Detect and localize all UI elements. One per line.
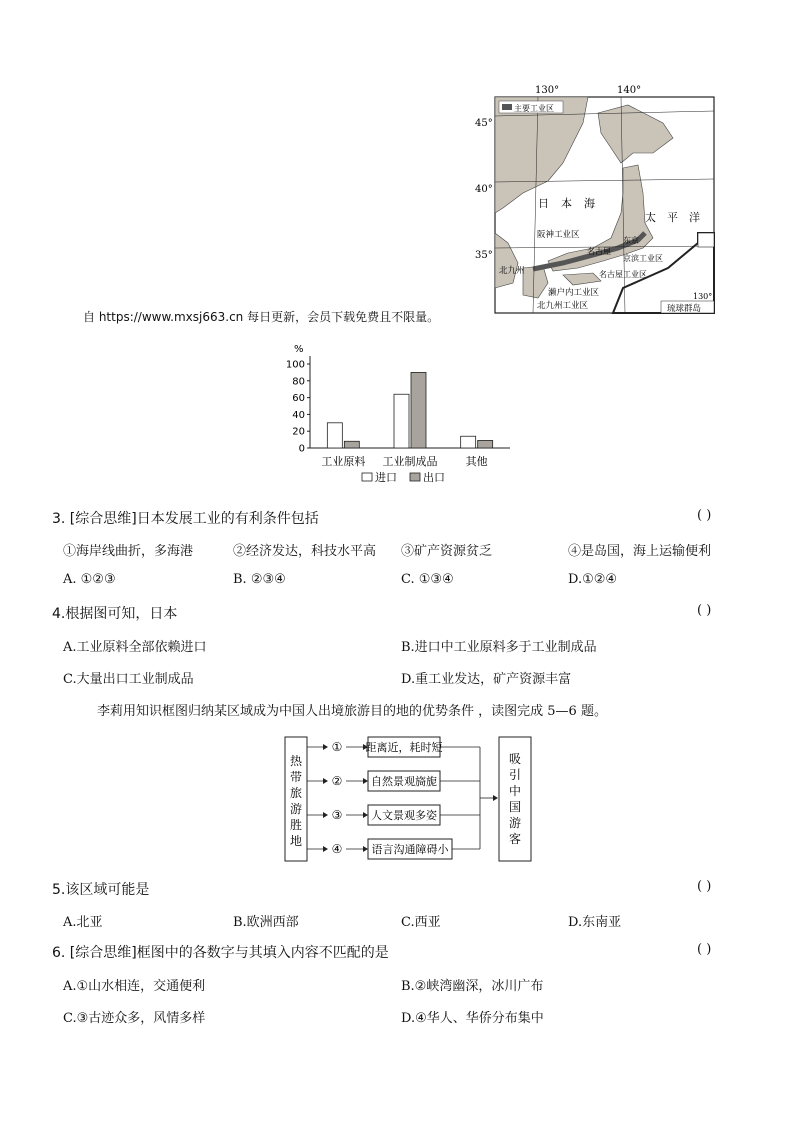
flow-left-char: 地 bbox=[289, 834, 303, 848]
q4-stem: 4.根据图可知，日本 bbox=[52, 606, 178, 622]
flow-item: 自然景观旖旎 bbox=[371, 775, 437, 788]
x-tick-label: 工业原料 bbox=[321, 455, 366, 468]
arrow-icon bbox=[493, 795, 498, 801]
q3-option-d[interactable]: D.①②④ bbox=[568, 572, 618, 587]
flow-item: 人文景观多姿 bbox=[371, 809, 437, 822]
flow-item: 语言沟通障碍小 bbox=[371, 843, 449, 856]
q4-option-c[interactable]: C.大量出口工业制成品 bbox=[63, 672, 194, 687]
q4-answer-paren: ( ) bbox=[697, 603, 712, 618]
sea-label: 日 bbox=[538, 197, 549, 210]
flow-left-char: 热 bbox=[289, 754, 303, 768]
region-label: 阪神工业区 bbox=[537, 230, 580, 240]
sea-label: 洋 bbox=[689, 211, 700, 224]
legend-swatch bbox=[410, 473, 420, 481]
q3-item: ①海岸线曲折，多海港 bbox=[63, 544, 194, 559]
flow-row bbox=[307, 839, 480, 859]
flow-row bbox=[307, 737, 480, 757]
bar-进口 bbox=[327, 423, 342, 448]
y-tick-label: 40 bbox=[292, 409, 305, 421]
legend-label: 主要工业区 bbox=[514, 104, 554, 113]
q6-option-b[interactable]: B.②峡湾幽深，冰川广布 bbox=[401, 979, 544, 994]
bar-进口 bbox=[394, 394, 409, 448]
x-tick-label: 工业制成品 bbox=[382, 455, 438, 468]
flow-row bbox=[307, 771, 480, 791]
q4-option-b[interactable]: B.进口中工业原料多于工业制成品 bbox=[401, 640, 597, 655]
flow-number: ③ bbox=[331, 808, 343, 822]
q3-item: ④是岛国，海上运输便利 bbox=[568, 544, 712, 559]
y-tick-label: 100 bbox=[285, 359, 305, 371]
region-label: 北九州 bbox=[499, 266, 525, 276]
bar-出口 bbox=[344, 441, 359, 448]
q5-option-c[interactable]: C.西亚 bbox=[401, 915, 441, 930]
q4-option-a[interactable]: A.工业原料全部依赖进口 bbox=[63, 640, 207, 655]
lon-label: 130° bbox=[693, 292, 713, 301]
y-tick-label: 80 bbox=[292, 376, 305, 388]
q6-stem: 6. [综合思维]框图中的各数字与其填入内容不匹配的是 bbox=[52, 945, 389, 961]
lat-label: 40° bbox=[475, 184, 493, 195]
lat-label: 35° bbox=[475, 250, 493, 261]
q5-option-a[interactable]: A.北亚 bbox=[63, 915, 103, 930]
sea-label: 太 bbox=[645, 211, 656, 224]
q6-option-a[interactable]: A.①山水相连，交通便利 bbox=[63, 979, 206, 994]
bar-进口 bbox=[461, 436, 476, 448]
q5-answer-paren: ( ) bbox=[697, 879, 712, 894]
q3-answer-paren: ( ) bbox=[697, 508, 712, 523]
sea-label: 本 bbox=[561, 197, 572, 210]
bar-出口 bbox=[411, 372, 426, 448]
bar-出口 bbox=[478, 440, 493, 448]
legend-swatch bbox=[362, 473, 372, 481]
y-tick-label: 20 bbox=[292, 426, 305, 438]
q5-option-d[interactable]: D.东南亚 bbox=[568, 915, 622, 930]
intro-text: 李莉用知识框图归纳某区域成为中国人出境旅游目的地的优势条件 ，读图完成 5—6 题。 bbox=[97, 704, 607, 719]
q5-option-b[interactable]: B.欧洲西部 bbox=[233, 915, 299, 930]
q5-stem: 5.该区域可能是 bbox=[52, 882, 150, 898]
q6-option-d[interactable]: D.④华人、华侨分布集中 bbox=[401, 1011, 544, 1026]
flow-left-char: 游 bbox=[289, 802, 303, 816]
q6-option-c[interactable]: C.③古迹众多，风情多样 bbox=[63, 1011, 206, 1026]
flow-right-char: 引 bbox=[508, 768, 522, 782]
inset-label: 琉球群岛 bbox=[667, 304, 702, 314]
legend-label: 出口 bbox=[423, 471, 445, 484]
q3-item: ③矿产资源贫乏 bbox=[401, 544, 493, 559]
tourism-flow-diagram bbox=[284, 735, 534, 865]
flow-left-char: 带 bbox=[289, 770, 303, 784]
q4-option-d[interactable]: D.重工业发达，矿产资源丰富 bbox=[401, 672, 572, 687]
lon-label: 130° bbox=[535, 85, 560, 96]
flow-left-char: 旅 bbox=[289, 786, 303, 800]
japan-industry-map bbox=[475, 83, 718, 315]
region-label: 东京 bbox=[623, 236, 639, 245]
lon-label: 140° bbox=[617, 85, 642, 96]
flow-row bbox=[307, 805, 480, 825]
flow-right-char: 吸 bbox=[508, 752, 522, 766]
region-label: 名古屋工业区 bbox=[599, 270, 647, 279]
x-tick-label: 其他 bbox=[465, 455, 488, 468]
flow-left-char: 胜 bbox=[289, 818, 303, 832]
region-label: 北九州工业区 bbox=[537, 301, 589, 311]
flow-item: 距离近，耗时短 bbox=[365, 741, 443, 754]
q3-option-c[interactable]: C. ①③④ bbox=[401, 572, 454, 587]
y-tick-label: 60 bbox=[292, 393, 305, 405]
region-label: 濑户内工业区 bbox=[548, 288, 600, 298]
region-label: 京滨工业区 bbox=[623, 254, 663, 263]
region-label: 名古屋 bbox=[587, 247, 611, 256]
q6-answer-paren: ( ) bbox=[697, 942, 712, 957]
flow-number: ④ bbox=[331, 842, 343, 856]
flow-right-char: 国 bbox=[508, 800, 522, 814]
q3-item: ②经济发达，科技水平高 bbox=[233, 544, 377, 559]
q3-option-a[interactable]: A. ①②③ bbox=[63, 572, 116, 587]
flow-right-char: 游 bbox=[508, 816, 522, 830]
q3-option-b[interactable]: B. ②③④ bbox=[233, 572, 286, 587]
flow-number: ② bbox=[331, 774, 343, 788]
flow-right-char: 中 bbox=[508, 784, 522, 798]
sea-label: 海 bbox=[584, 197, 595, 210]
trade-bar-chart bbox=[280, 340, 530, 490]
y-tick-label: 0 bbox=[298, 443, 305, 455]
sea-label: 平 bbox=[667, 211, 678, 224]
lat-label: 45° bbox=[475, 118, 493, 129]
q3-stem: 3. [综合思维]日本发展工业的有利条件包括 bbox=[52, 511, 319, 527]
y-axis-label: % bbox=[294, 344, 304, 355]
legend-swatch bbox=[502, 104, 512, 110]
inset-box bbox=[698, 233, 714, 247]
flow-number: ① bbox=[331, 740, 343, 754]
header-note: 自 https://www.mxsj663.cn 每日更新，会员下载免费且不限量。 bbox=[83, 310, 440, 324]
legend-label: 进口 bbox=[375, 471, 397, 484]
flow-right-char: 客 bbox=[508, 832, 522, 846]
